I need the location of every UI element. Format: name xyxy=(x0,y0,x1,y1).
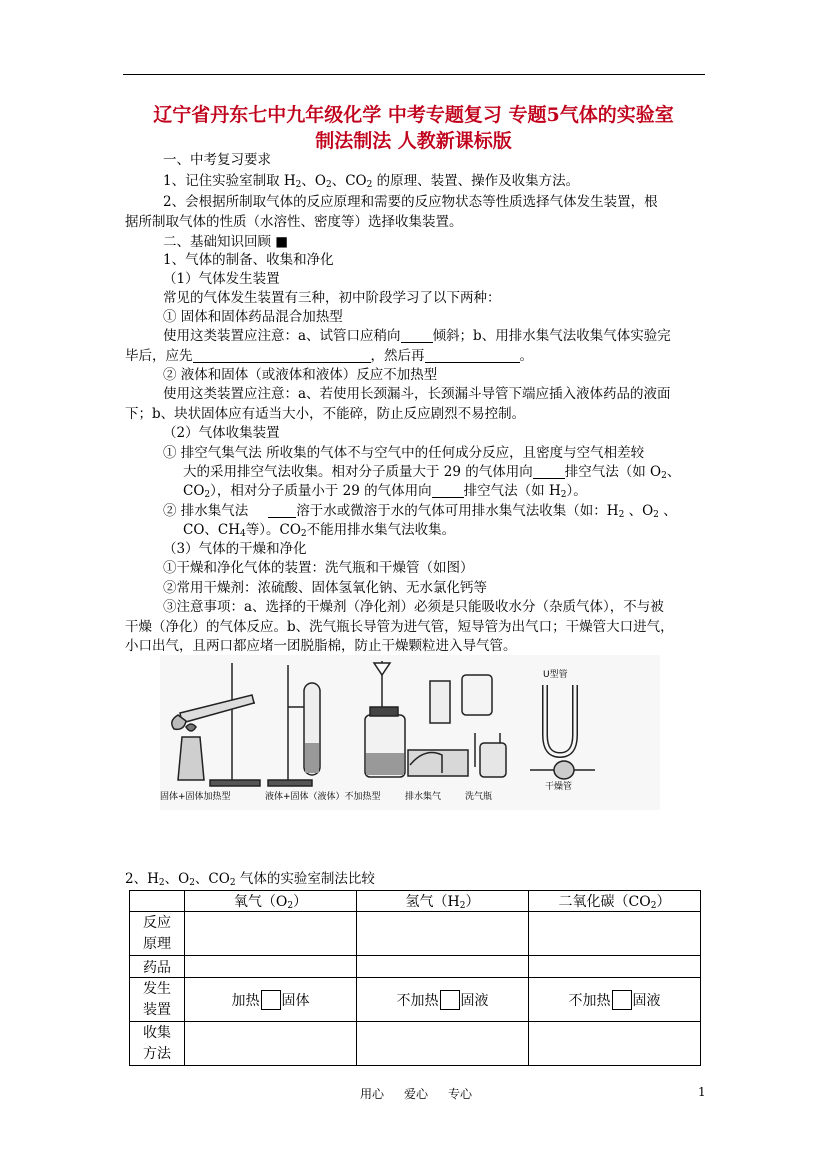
row-label-apparatus: 发生 装置 xyxy=(130,978,185,1022)
generator-type-1-note-line-1: 使用这类装置应注意：a、试管口应稍向 倾斜；b、用排水集气法收集气体实验完 xyxy=(163,328,671,344)
generator-type-1: ① 固体和固体药品混合加热型 xyxy=(163,309,343,325)
drying-item-3-line-1: ③注意事项：a、选择的干燥剂（净化剂）必须是只能吸收水分（杂质气体），不与被 xyxy=(163,599,664,615)
section-1-heading: 一、中考复习要求 xyxy=(163,152,271,168)
figure-label-solid-heating: 固体+固体加热型 xyxy=(160,792,231,802)
footer-slogan-3: 专心 xyxy=(448,1087,473,1101)
figure-label-water-collection: 排水集气 xyxy=(405,792,442,802)
row-label-reagents: 药品 xyxy=(130,956,185,978)
document-title-line-2: 制法制法 人教新课标版 xyxy=(315,130,512,152)
figure-label-u-tube: U型管 xyxy=(543,670,568,680)
checkbox[interactable] xyxy=(261,990,281,1010)
subsection-1: 1、气体的制备、收集和净化 xyxy=(163,252,334,268)
drying-item-3-line-3: 小口出气，且两口都应堵一团脱脂棉，防止干燥颗粒进入导气管。 xyxy=(125,638,517,654)
fill-blank xyxy=(425,348,520,363)
air-collection-line-1: ① 排空气集气法 所收集的气体不与空气中的任何成分反应，且密度与空气相差较 xyxy=(163,445,645,461)
figure-label-drying-tube: 干燥管 xyxy=(545,782,573,792)
fill-blank xyxy=(268,503,296,518)
drying-item-2: ②常用干燥剂：浓硫酸、固体氢氧化钠、无水氯化钙等 xyxy=(163,580,487,596)
comparison-table xyxy=(129,890,701,1066)
section-2-heading: 二、基础知识回顾 ■ xyxy=(163,234,289,250)
apparatus-oxygen: 加热 固体 xyxy=(185,978,357,1022)
table-caption: 2、$H_2$、$O_2$、$CO_2$ 气体的实验室制法比较 xyxy=(125,871,375,888)
drying-item-1: ①干燥和净化气体的装置：洗气瓶和干燥管（如图） xyxy=(163,560,474,576)
figure-label-wash-bottle: 洗气瓶 xyxy=(465,792,493,802)
fill-blank xyxy=(533,464,565,479)
subsection-1-2: （2）气体收集装置 xyxy=(163,425,280,441)
page-number: 1 xyxy=(698,1085,706,1099)
checkbox[interactable] xyxy=(612,990,632,1010)
checkbox[interactable] xyxy=(440,990,460,1010)
header-hydrogen: 氢气$(H_2)$ xyxy=(357,891,529,912)
header-rule xyxy=(123,74,705,75)
header-oxygen: 氧气$(O_2)$ xyxy=(185,891,357,912)
fill-blank xyxy=(401,328,433,343)
row-label-reaction: 反应 原理 xyxy=(130,912,185,956)
air-collection-line-2: 大的采用排空气法收集。相对分子质量大于 29 的气体用向 排空气法（如 $O_2$、 xyxy=(183,464,681,481)
apparatus-carbon-dioxide: 不加热 固液 xyxy=(529,978,701,1022)
footer-slogan-2: 爱心 xyxy=(404,1087,429,1101)
air-collection-line-3: $CO_2$），相对分子质量小于 29 的气体用向 排空气法（如 $H_2$）。 xyxy=(183,483,587,500)
apparatus-hydrogen: 不加热 固液 xyxy=(357,978,529,1022)
fill-blank xyxy=(432,483,464,498)
section-1-item-2-line-1: 2、会根据所制取气体的反应原理和需要的反应物状态等性质选择气体发生装置，根 xyxy=(163,194,658,210)
section-1-item-2-line-2: 据所制取气体的性质（水溶性、密度等）选择收集装置。 xyxy=(125,214,463,230)
footer-slogan-1: 用心 xyxy=(360,1087,385,1101)
generator-type-1-note-line-2: 毕后，应先 ，然后再 。 xyxy=(125,348,533,364)
generator-type-2: ② 液体和固体（或液体和液体）反应不加热型 xyxy=(163,367,438,383)
subsection-1-1: （1）气体发生装置 xyxy=(163,271,280,287)
apparatus-figure xyxy=(160,655,660,810)
subsection-1-3: （3）气体的干燥和净化 xyxy=(163,541,307,557)
fill-blank xyxy=(193,348,371,363)
document-title-line-1: 辽宁省丹东七中九年级化学 中考专题复习 专题5气体的实验室 xyxy=(153,104,674,126)
drying-item-3-line-2: 干燥（净化）的气体反应。b、洗气瓶长导管为进气管，短导管为出气口；干燥管大口进气， xyxy=(125,619,674,635)
generator-type-2-note-line-1: 使用这类装置应注意：a、若使用长颈漏斗，长颈漏斗导管下端应插入液体药品的液面 xyxy=(163,386,671,402)
header-carbon-dioxide: 二氧化碳$(CO_2)$ xyxy=(529,891,701,912)
generator-type-2-note-line-2: 下；b、块状固体应有适当大小，不能碎，防止反应剧烈不易控制。 xyxy=(125,406,526,422)
section-1-item-1: 1、记住实验室制取 $H_2$、$O_2$、$CO_2$ 的原理、装置、操作及收集方法。 xyxy=(163,173,580,190)
figure-label-liquid-solid: 液体+固体（液体）不加热型 xyxy=(265,792,381,802)
generator-intro: 常见的气体发生装置有三种，初中阶段学习了以下两种： xyxy=(163,290,501,306)
row-label-collection: 收集 方法 xyxy=(130,1022,185,1066)
water-collection-line-1: ② 排水集气法 溶于水或微溶于水的气体可用排水集气法收集（如：$H_2$ 、$O_2$ 、 xyxy=(163,503,677,520)
square-bullet-mark: ■ xyxy=(275,234,289,250)
water-collection-line-2: CO、$CH_4$等）。$CO_2$不能用排水集气法收集。 xyxy=(183,522,456,539)
